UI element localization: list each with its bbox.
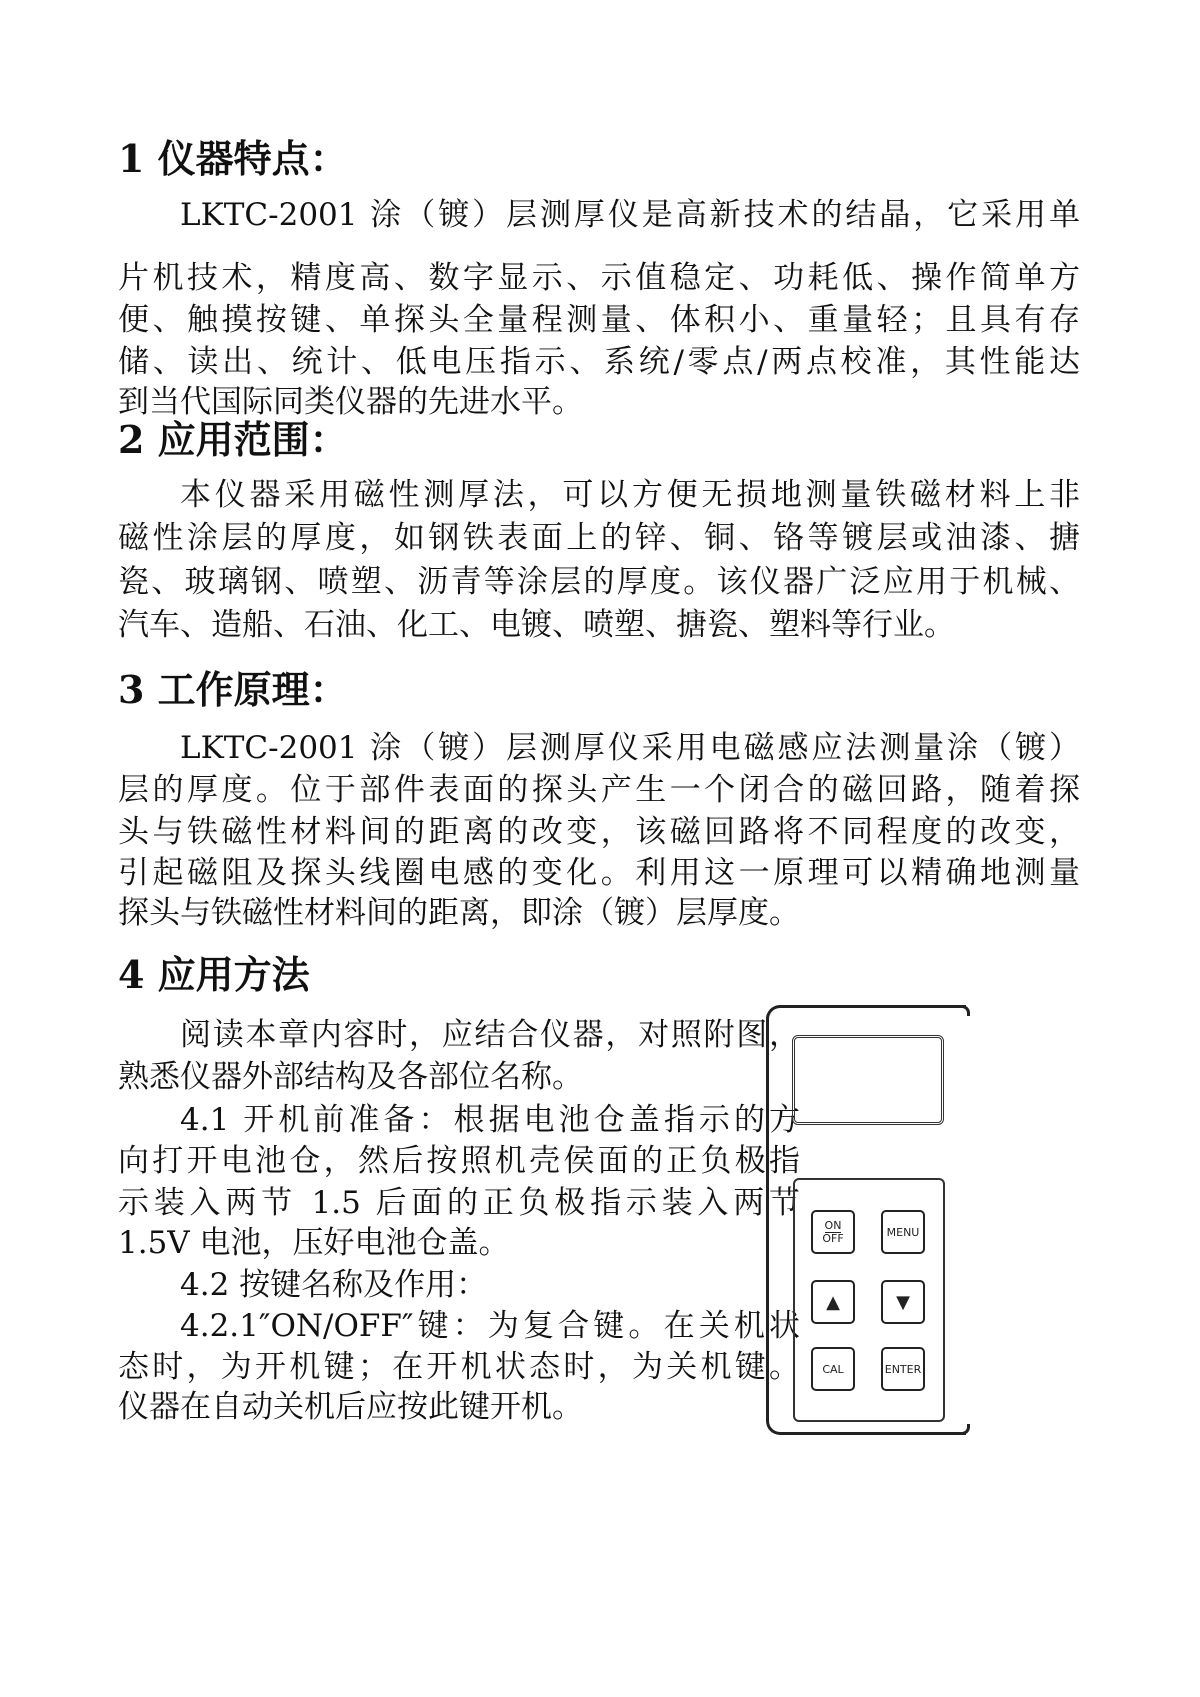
device-diagram [766, 1005, 966, 1435]
paragraph-line: LKTC-2001 涂（镀）层测厚仪是高新技术的结晶，它采用单 [180, 197, 1080, 233]
paragraph-line: 引起磁阻及探头线圈电感的变化。利用这一原理可以精确地测量 [118, 855, 1080, 891]
paragraph-line: 到当代国际同类仪器的先进水平。 [118, 384, 583, 420]
paragraph-line: 1.5V 电池，压好电池仓盖。 [118, 1225, 510, 1261]
section-heading: 4 应用方法 [118, 952, 310, 997]
off-label: OFF [822, 1231, 844, 1245]
section-heading: 3 工作原理： [118, 667, 348, 712]
paragraph-line: 层的厚度。位于部件表面的探头产生一个闭合的磁回路，随着探 [118, 772, 1080, 808]
paragraph-line: 仪器在自动关机后应按此键开机。 [118, 1389, 583, 1425]
paragraph-line: 熟悉仪器外部结构及各部位名称。 [118, 1059, 583, 1095]
paragraph-line: 瓷、玻璃钢、喷塑、沥青等涂层的厚度。该仪器广泛应用于机械、 [118, 564, 1080, 600]
paragraph-line: 4.2 按键名称及作用： [180, 1267, 488, 1303]
up-arrow-key: ▲ [811, 1280, 855, 1324]
section-heading: 2 应用范围： [118, 417, 348, 462]
section-heading: 1 仪器特点： [118, 136, 348, 181]
paragraph-line: 向打开电池仓，然后按照机壳侯面的正负极指 [118, 1143, 800, 1179]
enter-key: ENTER [881, 1347, 925, 1391]
device-keypad [793, 1178, 945, 1422]
on-off-key [811, 1210, 855, 1254]
paragraph-line: 4.2.1″ON/OFF″键：为复合键。在关机状 [180, 1308, 800, 1344]
paragraph-line: 4.1 开机前准备：根据电池仓盖指示的方 [180, 1102, 800, 1138]
paragraph-line: 示装入两节 1.5 后面的正负极指示装入两节 [118, 1185, 800, 1221]
paragraph-line: 头与铁磁性材料间的距离的改变，该磁回路将不同程度的改变， [118, 814, 1080, 850]
down-arrow-key: ▼ [881, 1280, 925, 1324]
menu-key: MENU [881, 1210, 925, 1254]
device-screen [792, 1035, 944, 1125]
paragraph-line: LKTC-2001 涂（镀）层测厚仪采用电磁感应法测量涂（镀） [180, 730, 1080, 766]
on-label: ON [824, 1218, 842, 1232]
paragraph-line: 储、读出、统计、低电压指示、系统/零点/两点校准，其性能达 [118, 344, 1080, 380]
paragraph-line: 便、触摸按键、单探头全量程测量、体积小、重量轻；且具有存 [118, 302, 1080, 338]
cal-key: CAL [811, 1347, 855, 1391]
paragraph-line: 片机技术，精度高、数字显示、示值稳定、功耗低、操作简单方 [118, 260, 1080, 296]
paragraph-line: 探头与铁磁性材料间的距离，即涂（镀）层厚度。 [118, 895, 800, 931]
paragraph-line: 阅读本章内容时，应结合仪器，对照附图， [180, 1017, 800, 1053]
paragraph-line: 本仪器采用磁性测厚法，可以方便无损地测量铁磁材料上非 [180, 477, 1080, 513]
paragraph-line: 磁性涂层的厚度，如钢铁表面上的锌、铜、铬等镀层或油漆、搪 [118, 520, 1080, 556]
paragraph-line: 汽车、造船、石油、化工、电镀、喷塑、搪瓷、塑料等行业。 [118, 607, 955, 643]
paragraph-line: 态时，为开机键；在开机状态时，为关机键。 [118, 1349, 800, 1385]
